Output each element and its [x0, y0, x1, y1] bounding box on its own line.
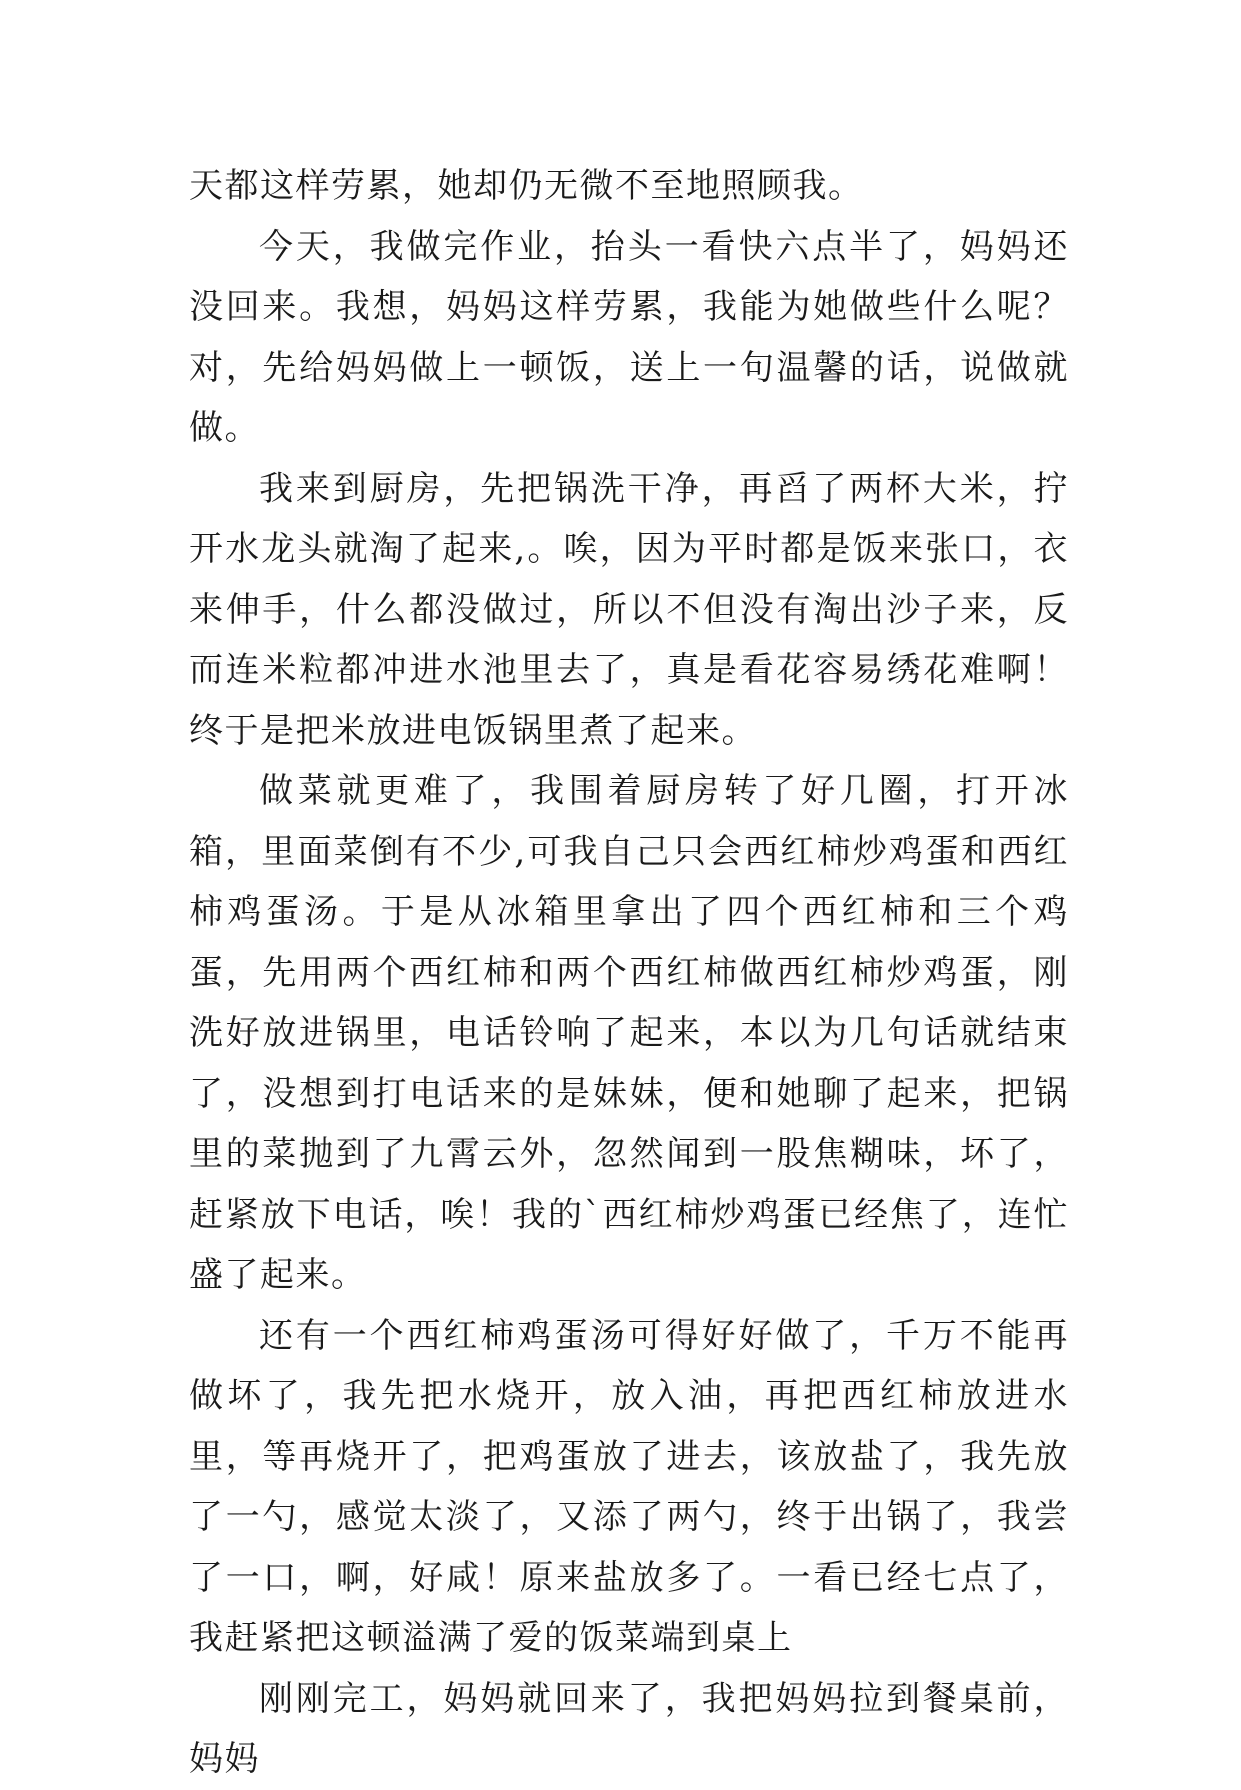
paragraph-6: 刚刚完工，妈妈就回来了，我把妈妈拉到餐桌前，妈妈 [189, 1678, 1069, 1779]
paragraph-4: 做菜就更难了，我围着厨房转了好几圈，打开冰箱，里面菜倒有不少,可我自己只会西红柿炒鸡蛋和西红柿鸡蛋汤。于是从冰箱里拿出了四个西红柿和三个鸡蛋，先用两个西红柿和两个西红柿做西红柿炒鸡蛋，刚洗好放进锅里，电话铃响了起来，本以为几句话就结束了，没想到打电话来的是妹妹，便和她聊了起来，把锅里的菜抛到了九霄云外，忽然闻到一股焦糊味，坏了，赶紧放下电话，唉！我的`西红柿炒鸡蛋已经焦了，连忙盛了起来。 [189, 771, 1069, 1295]
paragraph-5: 还有一个西红柿鸡蛋汤可得好好做了，千万不能再做坏了，我先把水烧开，放入油，再把西红柿放进水里，等再烧开了，把鸡蛋放了进去，该放盐了，我先放了一勺，感觉太淡了，又添了两勺，终于出锅了，我尝了一口，啊，好咸！原来盐放多了。一看已经七点了，我赶紧把这顿溢满了爱的饭菜端到桌上 [189, 1315, 1069, 1658]
paragraph-1: 天都这样劳累，她却仍无微不至地照顾我。 [189, 166, 864, 206]
paragraph-2: 今天，我做完作业，抬头一看快六点半了，妈妈还没回来。我想，妈妈这样劳累，我能为她做些什么呢？对，先给妈妈做上一顿饭，送上一句温馨的话，说做就做。 [189, 226, 1069, 448]
essay-body [189, 156, 1069, 1790]
paragraph-3: 我来到厨房，先把锅洗干净，再舀了两杯大米，拧开水龙头就淘了起来,。唉，因为平时都是饭来张口，衣来伸手，什么都没做过，所以不但没有淘出沙子来，反而连米粒都冲进水池里去了，真是看花容易绣花难啊！终于是把米放进电饭锅里煮了起来。 [189, 468, 1069, 751]
